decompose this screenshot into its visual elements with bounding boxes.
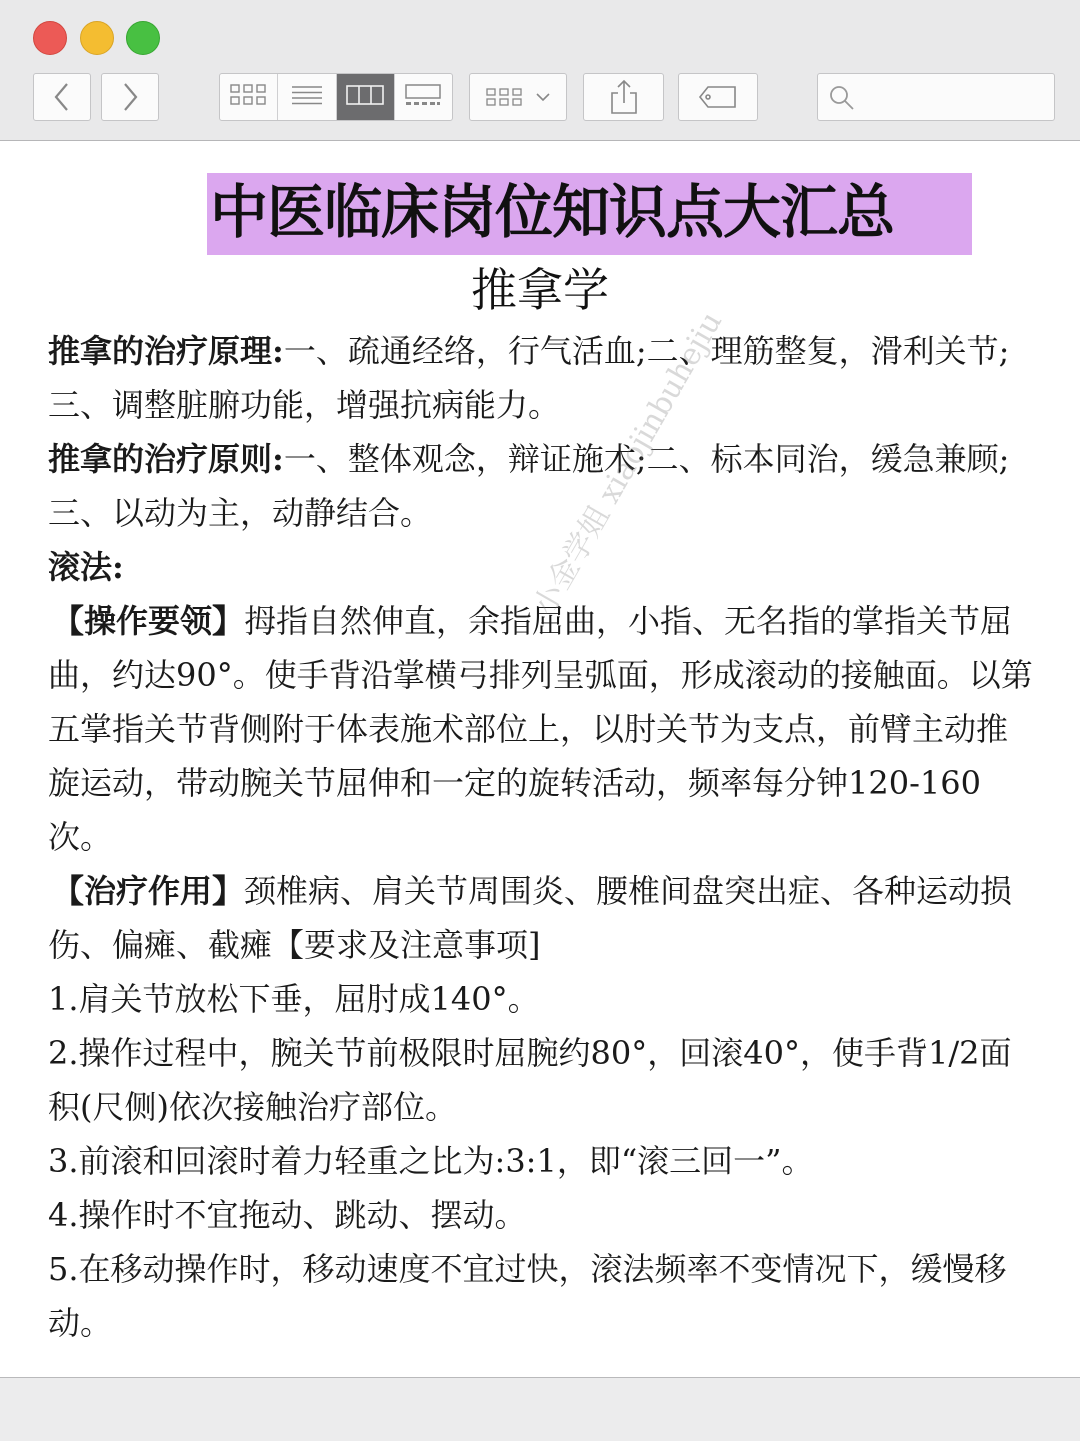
list-item: 2.操作过程中，腕关节前极限时屈腕约80°，回滚40°，使手背1/2面积(尺侧)依次接触治疗部位。 bbox=[48, 1034, 1012, 1126]
tag-icon bbox=[698, 84, 738, 110]
treatment-rule-paragraph bbox=[48, 432, 1038, 540]
list-view-button[interactable] bbox=[278, 74, 336, 120]
view-mode-selector bbox=[219, 73, 453, 121]
chevron-left-icon bbox=[52, 81, 72, 113]
forward-button[interactable] bbox=[101, 73, 159, 121]
icon-view-icon bbox=[229, 83, 269, 111]
search-icon bbox=[828, 84, 856, 116]
treatment-principle-label: 推拿的治疗原理: bbox=[48, 332, 284, 370]
gallery-view-icon bbox=[403, 83, 443, 111]
search-field[interactable] bbox=[817, 73, 1055, 121]
maximize-window-button[interactable] bbox=[126, 21, 160, 55]
treatment-rule-text: 一、整体观念，辩证施术;二、标本同治，缓急兼顾;三、以动为主，动静结合。 bbox=[48, 440, 1010, 532]
tag-button[interactable] bbox=[678, 73, 758, 121]
share-button[interactable] bbox=[583, 73, 664, 121]
share-icon bbox=[609, 79, 639, 115]
operation-essentials-text: 拇指自然伸直，余指屈曲，小指、无名指的掌指关节屈曲，约达90°。使手背沿掌横弓排列呈弧面，形成滚动的接触面。以第五掌指关节背侧附于体表施术部位上，以肘关节为支点，前臂主动推旋运动，带动腕关节屈伸和一定的旋转活动，频率每分钟120-160次。 bbox=[48, 602, 1033, 856]
column-view-button[interactable] bbox=[337, 74, 395, 120]
therapeutic-effect-text: 颈椎病、肩关节周围炎、腰椎间盘突出症、各种运动损伤、偏瘫、截瘫【要求及注意事项] bbox=[48, 872, 1013, 964]
watermark: 小金学姐 xiaojinbuhejiu bbox=[526, 306, 730, 622]
window-toolbar bbox=[0, 0, 1080, 141]
group-by-icon bbox=[483, 85, 553, 109]
icon-view-button[interactable] bbox=[220, 74, 278, 120]
therapeutic-effect-paragraph bbox=[48, 864, 1038, 972]
chevron-right-icon bbox=[120, 81, 140, 113]
operation-essentials-paragraph bbox=[48, 594, 1038, 864]
section-subtitle: 推拿学 bbox=[471, 263, 609, 317]
treatment-principle-paragraph bbox=[48, 324, 1038, 432]
back-button[interactable] bbox=[33, 73, 91, 121]
document-body bbox=[48, 324, 1038, 1350]
column-view-icon bbox=[345, 84, 385, 110]
list-view-icon bbox=[290, 84, 324, 110]
treatment-rule-label: 推拿的治疗原则: bbox=[48, 440, 284, 478]
list-item: 3.前滚和回滚时着力轻重之比为:3:1，即“滚三回一”。 bbox=[48, 1142, 814, 1180]
close-window-button[interactable] bbox=[33, 21, 67, 55]
page-title: 中医临床岗位知识点大汇总 bbox=[210, 178, 895, 246]
rolling-method-heading: 滚法: bbox=[48, 548, 124, 586]
title-highlight bbox=[207, 173, 972, 255]
treatment-principle-text: 一、疏通经络，行气活血;二、理筋整复，滑利关节;三、调整脏腑功能，增强抗病能力。 bbox=[48, 332, 1010, 424]
list-item: 4.操作时不宜拖动、跳动、摆动。 bbox=[48, 1196, 527, 1234]
therapeutic-effect-label: 【治疗作用】 bbox=[52, 872, 245, 910]
group-by-button[interactable] bbox=[469, 73, 567, 121]
search-input[interactable] bbox=[862, 80, 1046, 116]
gallery-view-button[interactable] bbox=[395, 74, 452, 120]
list-item: 1.肩关节放松下垂，屈肘成140°。 bbox=[48, 980, 540, 1018]
operation-essentials-label: 【操作要领】 bbox=[52, 602, 245, 640]
minimize-window-button[interactable] bbox=[80, 21, 114, 55]
status-bar bbox=[0, 1377, 1080, 1441]
list-item: 5.在移动操作时，移动速度不宜过快，滚法频率不变情况下，缓慢移动。 bbox=[48, 1250, 1007, 1342]
